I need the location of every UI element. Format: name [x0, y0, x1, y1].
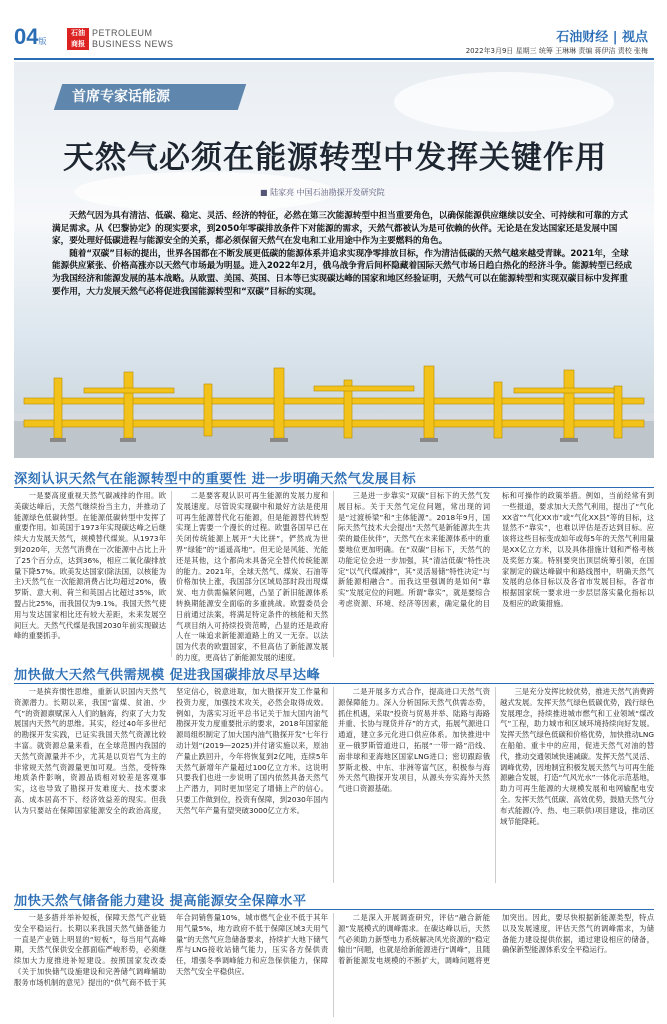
section-heading: 加快天然气储备能力建设 提高能源安全保障水平: [14, 894, 307, 909]
article-column: [14, 491, 166, 657]
column-text: 三是充分发挥比较优势，推进天然气消费跨越式发展。发挥天然气绿色低碳优势，践行绿色发展理念，持续推进城市燃气和工业领域“煤改气”工程，助力城市和区域环境持续向好发展。发挥天然气绿色低碳和价格优势，加快推动LNG在船舶、重卡中的应用，促进天然气对油的替代，推动交通领域快速减碳。发挥天然气灵活、调峰优势，因地制宜积极发展天然气与可再生能源融合发展，打造“气风光水”一体化示范基地，助力可再生能源的大规模发展和电网输配电安全。发挥天然气低碳、高效优势，鼓励天然气分布式能源(冷、热、电三联供)项目建设，推动区域节能降耗。: [500, 687, 654, 826]
gas-pipeline-illustration: [14, 358, 654, 458]
newspaper-logo: 石油 商报: [67, 28, 89, 50]
byline: ■ 陆家亮 中国石油勘探开发研究院: [260, 188, 385, 197]
publication-line1: PETROLEUM: [92, 28, 153, 38]
column-divider: [333, 491, 334, 657]
hero-banner: [14, 62, 654, 458]
column-divider: [171, 491, 172, 657]
column-text: 二是深入开展调查研究，评估“融合新能源”发展模式的调峰需求。在碳达峰以后，天然气必须助力新型电力系统解决风光资源的“稳定输出”问题，也就是给新能源进行“调峰”，且随着新能源发电规模的不断扩大，调峰问题将更加突出。因此，要尽快根据新能源类型，特点以及发展速度，评估天然气的调峰需求，为储备能力建设提供依据，通过建设相应的储备，确保新型能源体系安全平稳运行。: [338, 913, 654, 966]
column-text: 一是要高度重视天然气碳减排的作用。欧美碳达峰后，天然气继续扮当主力，并推动了能源绿色低碳转型。在能源低碳转型中发挥了重要作用。如英国于1973年实现碳达峰之后继续大力发展天然气，规模替代煤炭。从1973年到2020年，天然气消费在一次能源中占比上升了25个百分点，达到36%，相应二氧化碳排放量下降57%。欧美发达国家(除法国，以核能为主)天然气在一次能源消费占比均超过20%，俄罗斯、意大利、荷兰和英国占比超过35%，欧盟占比25%，而我国仅为9.1%。我国天然气使用与发达国家相比还有较大差距，未来发展空间巨大。天然气代煤是我国2030年前实现碳达峰的重要抓手。: [14, 491, 166, 641]
header-rule: [14, 58, 654, 60]
column-text: 二是开展多方式合作，提高进口天然气资源保障能力。深入分析国际天然气供需态势，抓住机遇，采取“投资与贸易并举、陆路与海路并重、长协与现货并存”的方式，拓展气源进口通道，建立多元化进口供应体系。加快推进中亚—俄罗斯管道进口，拓展“一带一路”沿线、南非球和亚海地区国家LNG进口；密切跟踪俄罗斯北极、中东、非洲等富气区，积极参与海外天然气勘探开发项目，从源头夯实海外天然气进口资源基础。: [338, 687, 490, 794]
kicker-text: 首席专家话能源: [72, 89, 170, 105]
article-column: [338, 491, 654, 657]
column-divider: [333, 687, 334, 883]
page-number: [14, 24, 46, 50]
section-heading: 加快做大天然气供需规模 促进我国碳排放尽早达峰: [14, 668, 321, 683]
page-header: [14, 18, 654, 58]
column-text: 三是进一步靠实“双碳”目标下的天然气发展目标。关于天然气定位问题，常出现的词是“过渡桥梁”和“主体能源”。2018年9月，国际天然气技术大会提出“天然气是新能源共生共荣的最佳伙伴”，天然气在未来能源体系中的重要地位更加明确。在“双碳”目标下，天然气的功能定位会进一步加强，其“清洁低碳”特性决定“以气代煤减排”，其“灵活易储”特性决定“与新能源相融合”。而我这里强调的是如何“靠实”发展定位的问题。所谓“靠实”，就是要综合考虑资源、环境、经济等因素，确定量化的目标和可操作的政策举措。例如，当前经常有到一些报道，要求加大天然气利用，提出了“气化XX省”“气化XX市”或“气化XX县”等的目标，这显然不“靠实”，也难以评估是否达到目标。应该将这些目标变成如年或每5年的天然气利用量是XX亿立方米，以及具体措施计划和严格考核及奖惩方案。特别要突出顶层统筹引领，在国家制定的碳达峰碳中和路线图中，明确天然气发展的总体目标以及各省市发展目标，各省市根据国家统一要求进一步层层落实量化指标以及相应的政策措施。: [338, 491, 654, 608]
page-suffix: 版: [38, 37, 47, 46]
article-column: [14, 913, 328, 1017]
article-column: [14, 687, 328, 883]
section-rule: [14, 487, 654, 488]
column-divider: [495, 687, 496, 883]
section-heading: 深刻认识天然气在能源转型中的重要性 进一步明确天然气发展目标: [14, 472, 417, 487]
cloud-shape: [394, 72, 614, 132]
article-column: [176, 491, 328, 662]
section-label: 石油财经 | 视点: [556, 30, 648, 45]
publication-line2: BUSINESS NEWS: [92, 39, 174, 49]
column-divider: [333, 913, 334, 1017]
column-text: 一是摈弃惯性思维，重新认识国内天然气资源潜力。长期以来，我国“富煤、贫油、少气”的资源禀赋深入人们的脑海，约束了大力发展国内天然气的思维。其实，经过40年多世纪的勘探开发实践，已证实我国天然气资源比较丰富。就资源总量来看，在全球范围内我国的天然气资源量并不少，尤其是以页岩气为主的非常规天然气资源量更加可观。当然，受特殊地质条件影响，资源品质相对较差是客观事实，这也导致了勘探开发难度大、技术要求高、成本居高不下、经济效益差的现实。但我认为只要站在保障国家能源安全的政治高度，坚定信心，锐意进取，加大勘探开发工作量和投资力度，加强技术攻关，必然会取得成效。例如，为落实习近平总书记关于加大国内油气勘探开发力度重要批示的要求，2018年国家能源局组织制定了加大国内油气勘探开发“七年行动计划”(2019—2025)并付诸实施以来，原油产量止跌回升，今年将恢复到2亿吨，连续5年天然气新增年产量超过100亿立方米。这说明只要我们也进一步说明了国内依然具备天然气上产潜力，同时更加坚定了增储上产的信心。只要工作做到位，投资有保障，到2030年国内天然气年产量有望突破3000亿立方米。: [14, 687, 328, 815]
issue-meta: 2022年3月9日 星期三 统筹 王琳琳 责编 蒋伊洁 责校 张梅: [465, 47, 648, 55]
headline: 天然气必须在能源转型中发挥关键作用: [63, 140, 607, 176]
page-number-value: 04: [14, 24, 39, 49]
section-rule: [14, 683, 654, 684]
publication-name: [92, 28, 174, 50]
article-column: [338, 687, 490, 883]
summary-paragraph: 天然气因为具有清洁、低碳、稳定、灵活、经济的特征，必然在第三次能源转型中担当重要角色，以确保能源供应继续以安全、可持续和可靠的方式满足需求。从《巴黎协定》的现实要求，到2050年零碳排放条件下对能源的需求，天然气都被认为是可依赖的伙伴。无论是在发达国家还是发展中国家，要处理好低碳进程与能源安全的关系，都必须保留天然气在发电和工业用途中作为主要燃料的角色。: [52, 211, 628, 247]
column-text: 二是要客观认识可再生能源的发展力度和发展速度。尽管说实现碳中和最好方法是使用可再生能源替代化石能源，但是能源替代转型实现上需要一个漫长的过程。欧盟各国早已在关闭传统能源上展开“大比拼”，俨然成为世界“绿能”的“遥遥高地”。但无论是风能、光能还是其他，这个都尚未具备完全替代传统能源的能力。2021年，全球天然气、煤炭、石油等价格加快上涨，我国部分区域局部时段出现煤炭、电力供需偏紧问题，凸显了新旧能源体系转换期能源安全面临的多重挑战。欧盟委员会日前通过法案，将满足特定条件的核能和天然气项目纳入可持续投资范畴，凸显的还是政府人在一味追求新能源道路上的又一无奈。以法国为代表的欧盟国家，不但高估了新能源发展的力度，更高估了新能源发展的速度。: [176, 491, 328, 662]
summary-paragraph: 随着“双碳”目标的提出，世界各国都在不断发展更低碳的能源体系并追求实现净零排放目标，作为清洁低碳的天然气越来越受青睐。2021年，全球能源供应紧张、价格高涨亦以天然气市场最为明显。进入2022年2月，俄乌战争背后间杯隐藏着国际天然气市场日趋白热化的经济斗争。能源转型已经成为我国经济和能源发展的基本战略。从欧盟、美国、英国、日本等已实现碳达峰的国家和地区经验证明，天然气可以在能源转型和实现双碳目标中发挥重要作用，大力发展天然气必将促进我国能源转型和“双碳”目标的实现。: [52, 248, 632, 297]
column-kicker: [54, 84, 246, 110]
article-column: [500, 687, 654, 883]
lead-summary: [52, 210, 634, 298]
article-column: [338, 913, 654, 1017]
section-rule: [14, 909, 654, 910]
column-text: 一是多措并举补短板，保障天然气产业链安全平稳运行。长期以来我国天然气储备能力一直是产业链上明显的“短板”，每当用气高峰期，天然气保供安全都面临严峻形势，必须继续加大力度推进补短建设。按照国家发改委《关于加快储气设施建设和完善储气调峰辅助服务市场机制的意见》提出的“供气商不低于其年合同销售量10%，城市燃气企业不低于其年用气量5%，地方政府不低于保障区域3天用气量”的天然气应急储备要求，持续扩大地下储气库与LNG接收站储气能力，压实各方保供责任，增强冬季调峰能力和应急保供能力，保障天然气安全平稳供应。: [14, 913, 328, 987]
